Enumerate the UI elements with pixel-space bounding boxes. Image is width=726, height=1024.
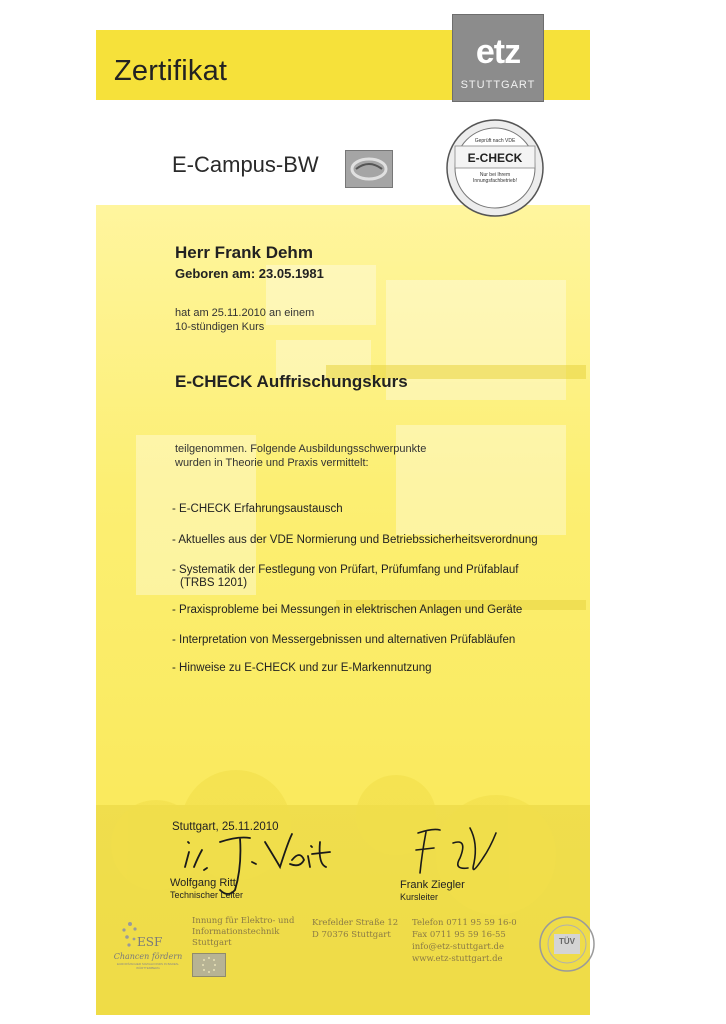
address-line-1: Krefelder Straße 12 xyxy=(312,918,399,928)
address-line-2: D 70376 Stuttgart xyxy=(312,930,391,940)
etz-logo-subtext: STUTTGART xyxy=(460,79,536,91)
esf-slogan: Chancen fördern xyxy=(113,952,183,961)
signer-1-role: Technischer Leiter xyxy=(170,890,244,900)
participation-line-2: wurden in Theorie und Praxis vermittelt: xyxy=(175,457,369,469)
signer-2-role: Kursleiter xyxy=(400,892,439,902)
esf-logo-text: ESF xyxy=(137,935,163,949)
etz-logo-text: etz xyxy=(475,33,521,71)
signer-1 xyxy=(170,877,243,901)
email: info@etz-stuttgart.de xyxy=(412,942,504,952)
topic-item-continuation: (TRBS 1201) xyxy=(180,577,248,589)
phone: Telefon 0711 95 59 16-0 xyxy=(412,918,517,928)
course-title: E-CHECK Auffrischungskurs xyxy=(175,372,408,391)
recipient-name: Herr Frank Dehm xyxy=(175,243,313,262)
seal-top-text: Geprüft nach VDE xyxy=(474,138,516,144)
seal-center-text: E-CHECK xyxy=(467,151,523,165)
topic-item: - Hinweise zu E-CHECK und zur E-Markennutzung xyxy=(172,662,432,674)
signer-1-name: Wolfgang Ritt xyxy=(170,877,236,889)
seal-bottom-text: Nur bei Ihrem Innungsfachbetrieb! xyxy=(473,172,517,184)
participation-line-1: teilgenommen. Folgende Ausbildungsschwerpunkte xyxy=(175,443,427,455)
recipient-birthdate: Geboren am: 23.05.1981 xyxy=(175,266,324,281)
org-name-line-3: Stuttgart xyxy=(192,938,232,948)
brand-name: E-Campus-BW xyxy=(172,152,319,177)
e-check-seal xyxy=(445,118,545,218)
eu-flag-icon xyxy=(192,953,226,977)
org-name-line-2: Informationstechnik xyxy=(192,927,280,937)
website: www.etz-stuttgart.de xyxy=(412,954,503,964)
topic-item: - Aktuelles aus der VDE Normierung und Betriebssicherheitsverordnung xyxy=(172,534,538,546)
topic-item: - Praxisprobleme bei Messungen in elektrischen Anlagen und Geräte xyxy=(172,604,523,616)
place-date: Stuttgart, 25.11.2010 xyxy=(172,821,279,833)
tuv-seal-text: TÜV xyxy=(559,937,575,946)
etz-logo xyxy=(452,14,544,102)
signer-2 xyxy=(400,879,465,903)
signer-2-name: Frank Ziegler xyxy=(400,879,465,891)
org-name-line-1: Innung für Elektro- und xyxy=(192,916,295,926)
signature-frank-ziegler xyxy=(398,818,518,888)
intro-line-2: 10-stündigen Kurs xyxy=(175,321,265,333)
page-title: Zertifikat xyxy=(114,55,228,87)
e-campus-logo-icon xyxy=(345,150,393,188)
topic-item: - Systematik der Festlegung von Prüfart, Prüfumfang und Prüfablauf xyxy=(172,564,519,576)
topic-item: - Interpretation von Messergebnissen und alternativen Prüfabläufen xyxy=(172,634,516,646)
esf-small-text: EUROPÄISCHER SOZIALFONDS IN BADEN-WÜRTTEMBERG xyxy=(116,962,179,970)
fax: Fax 0711 95 59 16-55 xyxy=(412,930,506,940)
intro-line-1: hat am 25.11.2010 an einem xyxy=(175,307,315,319)
topic-item: - E-CHECK Erfahrungsaustausch xyxy=(172,503,343,515)
